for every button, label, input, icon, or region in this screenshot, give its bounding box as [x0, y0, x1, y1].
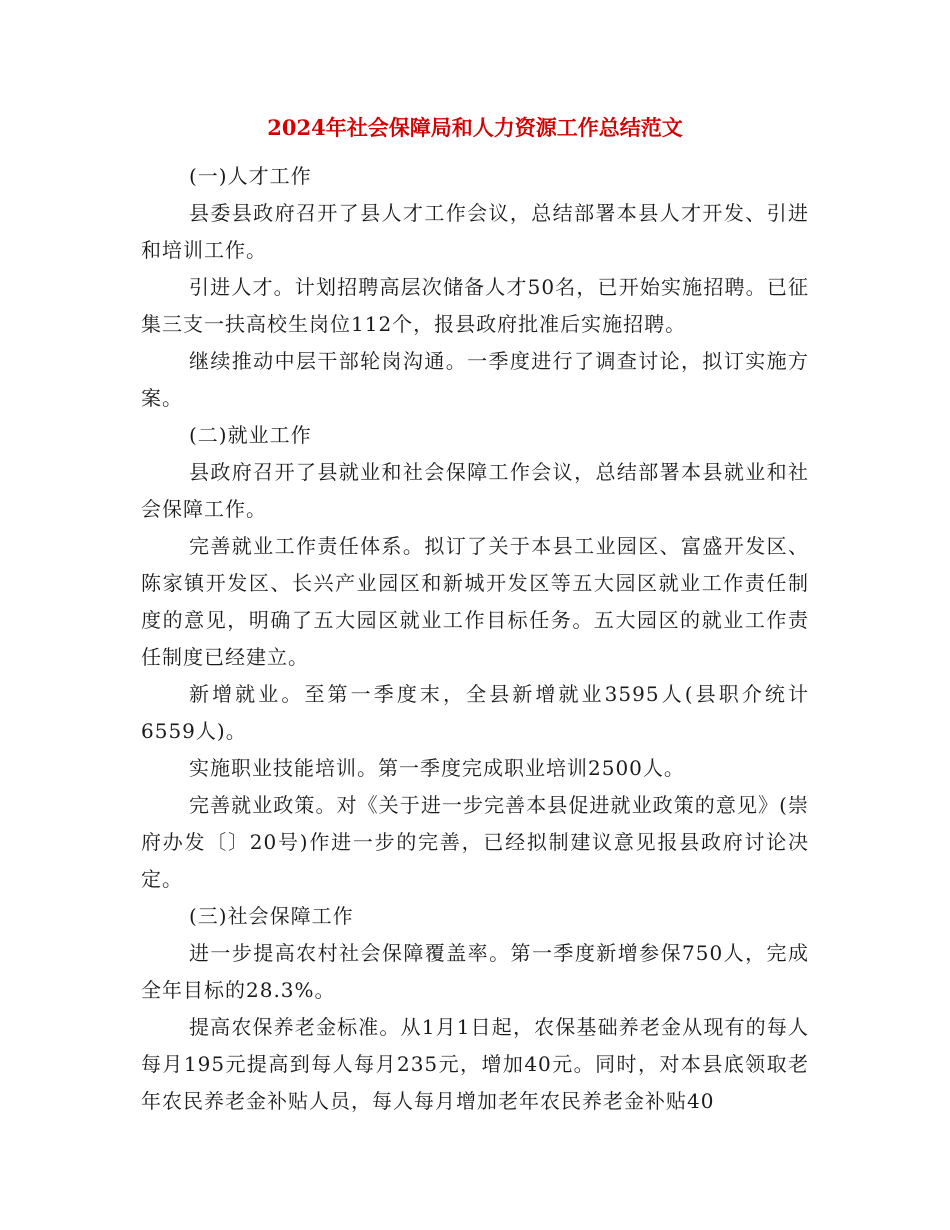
paragraph: 新增就业。至第一季度末，全县新增就业3595人(县职介统计6559人)。 [141, 682, 809, 743]
paragraph: 实施职业技能培训。第一季度完成职业培训2500人。 [189, 756, 685, 780]
document-body [141, 158, 809, 1120]
paragraph: 提高农保养老金标准。从1月1日起，农保基础养老金从现有的每人每月195元提高到每人每月235元，增加40元。同时，对本县底领取老年农民养老金补贴人员，每人每月增加老年农民养老金补贴40 [141, 1015, 809, 1113]
document-title: 2024年社会保障局和人力资源工作总结范文 [267, 115, 683, 140]
paragraph: 完善就业工作责任体系。拟订了关于本县工业园区、富盛开发区、陈家镇开发区、长兴产业园区和新城开发区等五大园区就业工作责任制度的意见，明确了五大园区就业工作目标任务。五大园区的就业工作责任制度已经建立。 [141, 534, 809, 669]
paragraph: 继续推动中层干部轮岗沟通。一季度进行了调查讨论，拟订实施方案。 [141, 349, 809, 410]
paragraph: 县政府召开了县就业和社会保障工作会议，总结部署本县就业和社会保障工作。 [141, 460, 809, 521]
section-heading-employment: (二)就业工作 [189, 423, 312, 447]
paragraph: 进一步提高农村社会保障覆盖率。第一季度新增参保750人，完成全年目标的28.3%。 [141, 941, 809, 1002]
section-heading-social-security: (三)社会保障工作 [189, 904, 354, 928]
section-heading-talent: (一)人才工作 [189, 164, 312, 188]
paragraph: 引进人才。计划招聘高层次储备人才50名，已开始实施招聘。已征集三支一扶高校生岗位112个，报县政府批准后实施招聘。 [141, 275, 809, 336]
paragraph: 县委县政府召开了县人才工作会议，总结部署本县人才开发、引进和培训工作。 [141, 201, 809, 262]
paragraph: 完善就业政策。对《关于进一步完善本县促进就业政策的意见》(崇府办发〔〕20号)作进一步的完善，已经拟制建议意见报县政府讨论决定。 [141, 793, 809, 891]
